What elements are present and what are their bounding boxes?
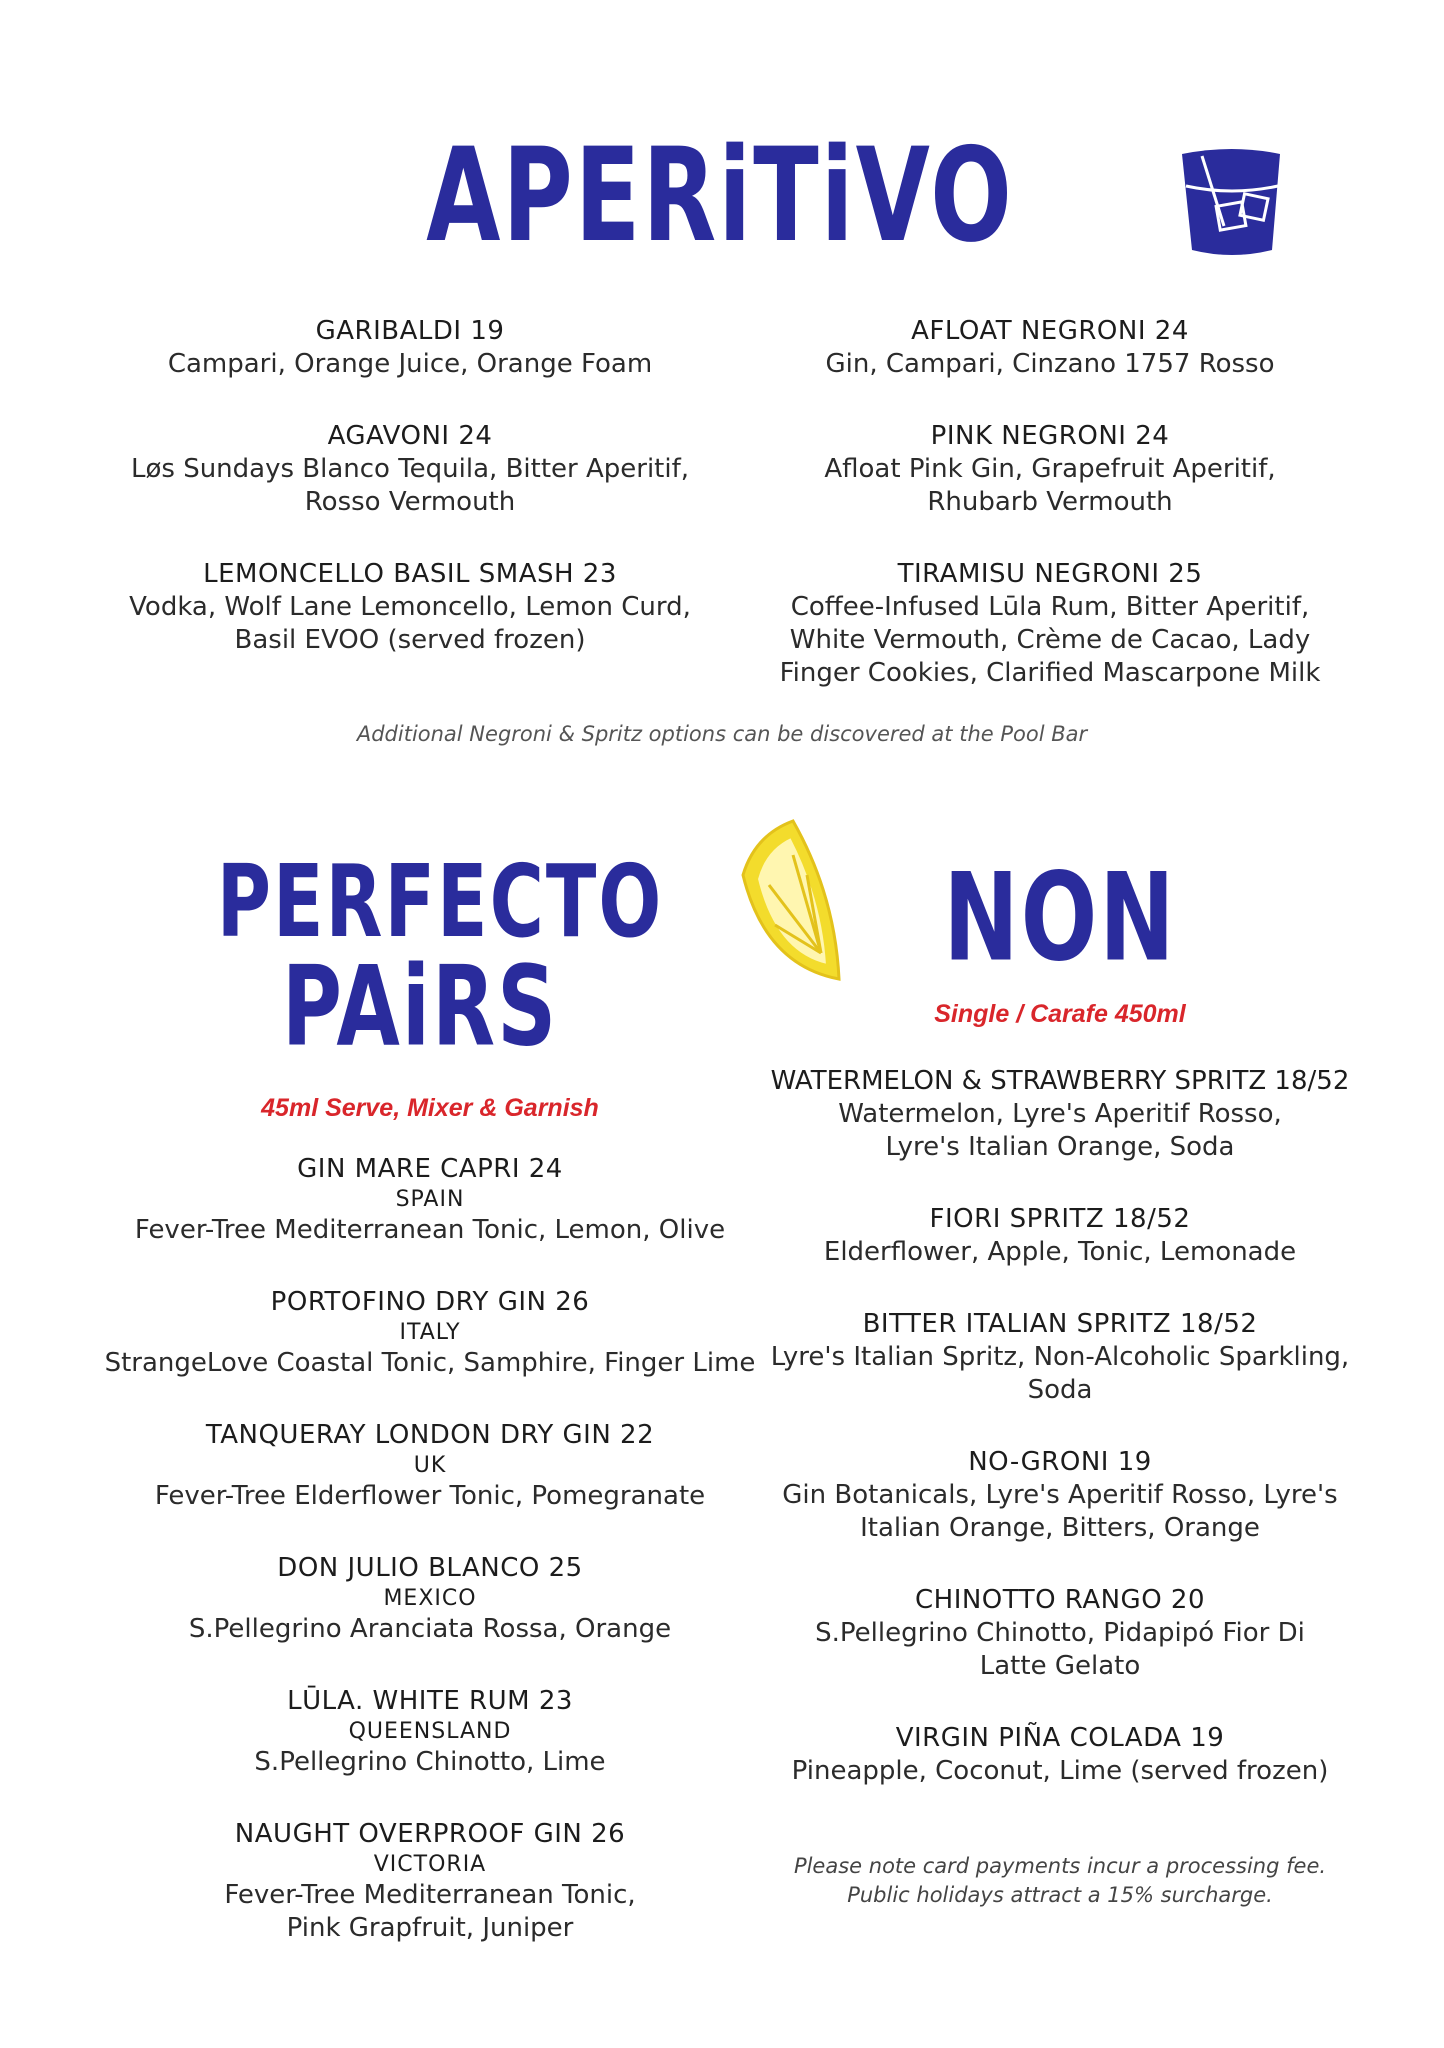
item-origin: UK: [413, 1453, 447, 1478]
item-name: NAUGHT OVERPROOF GIN 26: [234, 1819, 626, 1849]
item-description: Pineapple, Coconut, Lime (served frozen): [791, 1756, 1329, 1786]
non-heading: NON: [943, 847, 1177, 989]
item-name: LŪLA. WHITE RUM 23: [287, 1686, 573, 1716]
item-description: Pink Grapfruit, Juniper: [286, 1913, 574, 1943]
item-name: FIORI SPRITZ 18/52: [929, 1204, 1191, 1234]
item-description: Afloat Pink Gin, Grapefruit Aperitif,: [824, 454, 1276, 484]
menu-item: [740, 314, 1360, 381]
item-description: Coffee-Infused Lūla Rum, Bitter Aperitif,: [790, 592, 1310, 622]
menu-item: [100, 1285, 760, 1380]
non-column: [760, 1064, 1360, 1788]
item-description: Gin, Campari, Cinzano 1757 Rosso: [825, 349, 1275, 379]
menu-item: [760, 1445, 1360, 1545]
item-name: NO-GRONI 19: [968, 1447, 1152, 1477]
item-name: CHINOTTO RANGO 20: [914, 1585, 1206, 1615]
item-description: Watermelon, Lyre's Aperitif Rosso,: [838, 1099, 1282, 1129]
item-name: GIN MARE CAPRI 24: [297, 1154, 563, 1184]
pairs-column: [100, 1152, 760, 1945]
lemon-wedge-icon: [735, 815, 850, 985]
cocktail-glass-icon: [1172, 146, 1292, 264]
item-description: Italian Orange, Bitters, Orange: [860, 1513, 1260, 1543]
item-description: Fever-Tree Mediterranean Tonic, Lemon, Olive: [134, 1215, 726, 1245]
item-description: Gin Botanicals, Lyre's Aperitif Rosso, Lyre's: [782, 1480, 1338, 1510]
menu-item: [740, 557, 1360, 690]
item-origin: MEXICO: [383, 1586, 477, 1611]
item-name: LEMONCELLO BASIL SMASH 23: [203, 559, 617, 589]
menu-item: [100, 419, 720, 519]
item-description: Rosso Vermouth: [304, 487, 516, 517]
item-description: Fever-Tree Elderflower Tonic, Pomegranate: [154, 1481, 706, 1511]
item-description: Finger Cookies, Clarified Mascarpone Milk: [779, 658, 1321, 688]
aperitivo-note: Additional Negroni & Spritz options can be discovered at the Pool Bar: [356, 722, 1088, 746]
item-name: TIRAMISU NEGRONI 25: [897, 559, 1203, 589]
menu-item: [760, 1307, 1360, 1407]
menu-item: [100, 557, 720, 657]
menu-item: [100, 1817, 760, 1945]
item-name: WATERMELON & STRAWBERRY SPRITZ 18/52: [770, 1066, 1350, 1096]
menu-item: [100, 1551, 760, 1646]
item-description: S.Pellegrino Aranciata Rossa, Orange: [188, 1614, 672, 1644]
item-description: StrangeLove Coastal Tonic, Samphire, Finger Lime: [104, 1348, 756, 1378]
item-description: Basil EVOO (served frozen): [234, 625, 586, 655]
perfecto-heading-line1: PERFECTO: [216, 843, 664, 961]
aperitivo-right-column: [740, 314, 1360, 690]
item-description: S.Pellegrino Chinotto, Pidapipó Fior Di: [815, 1618, 1305, 1648]
item-name: TANQUERAY LONDON DRY GIN 22: [205, 1420, 655, 1450]
non-subtitle: Single / Carafe 450ml: [934, 1000, 1186, 1028]
menu-item: [100, 1418, 760, 1513]
footnote-line: Public holidays attract a 15% surcharge.: [847, 1883, 1273, 1907]
item-description: Soda: [1027, 1375, 1093, 1405]
item-name: GARIBALDI 19: [315, 316, 505, 346]
item-name: VIRGIN PIÑA COLADA 19: [895, 1723, 1225, 1753]
item-description: Lyre's Italian Spritz, Non-Alcoholic Sparkling,: [770, 1342, 1350, 1372]
item-description: Lyre's Italian Orange, Soda: [885, 1132, 1235, 1162]
item-name: AGAVONI 24: [327, 421, 493, 451]
item-description: Rhubarb Vermouth: [927, 487, 1173, 517]
item-description: Vodka, Wolf Lane Lemoncello, Lemon Curd,: [129, 592, 691, 622]
item-origin: ITALY: [399, 1320, 461, 1345]
perfecto-heading-line2: PAiRS: [281, 943, 559, 1072]
item-description: Latte Gelato: [979, 1651, 1141, 1681]
item-description: Fever-Tree Mediterranean Tonic,: [224, 1880, 636, 1910]
menu-item: [760, 1064, 1360, 1164]
item-name: PORTOFINO DRY GIN 26: [270, 1287, 590, 1317]
menu-item: [760, 1721, 1360, 1788]
menu-item: [740, 419, 1360, 519]
item-description: White Vermouth, Crème de Cacao, Lady: [789, 625, 1311, 655]
item-description: Elderflower, Apple, Tonic, Lemonade: [823, 1237, 1297, 1267]
aperitivo-heading: APERiTiVO: [426, 119, 1014, 272]
item-description: S.Pellegrino Chinotto, Lime: [254, 1747, 606, 1777]
menu-item: [100, 1152, 760, 1247]
item-origin: QUEENSLAND: [348, 1719, 512, 1744]
item-name: PINK NEGRONI 24: [930, 421, 1170, 451]
item-name: DON JULIO BLANCO 25: [277, 1553, 583, 1583]
menu-item: [100, 314, 720, 381]
footnote: [770, 1852, 1350, 1910]
item-origin: SPAIN: [395, 1187, 465, 1212]
item-description: Løs Sundays Blanco Tequila, Bitter Aperitif,: [130, 454, 690, 484]
menu-item: [100, 1684, 760, 1779]
pairs-subtitle: 45ml Serve, Mixer & Garnish: [261, 1094, 599, 1122]
item-name: AFLOAT NEGRONI 24: [911, 316, 1189, 346]
item-origin: VICTORIA: [373, 1852, 487, 1877]
item-description: Campari, Orange Juice, Orange Foam: [167, 349, 653, 379]
item-name: BITTER ITALIAN SPRITZ 18/52: [862, 1309, 1258, 1339]
footnote-line: Please note card payments incur a processing fee.: [793, 1854, 1327, 1878]
menu-item: [760, 1583, 1360, 1683]
menu-item: [760, 1202, 1360, 1269]
aperitivo-left-column: [100, 314, 720, 657]
